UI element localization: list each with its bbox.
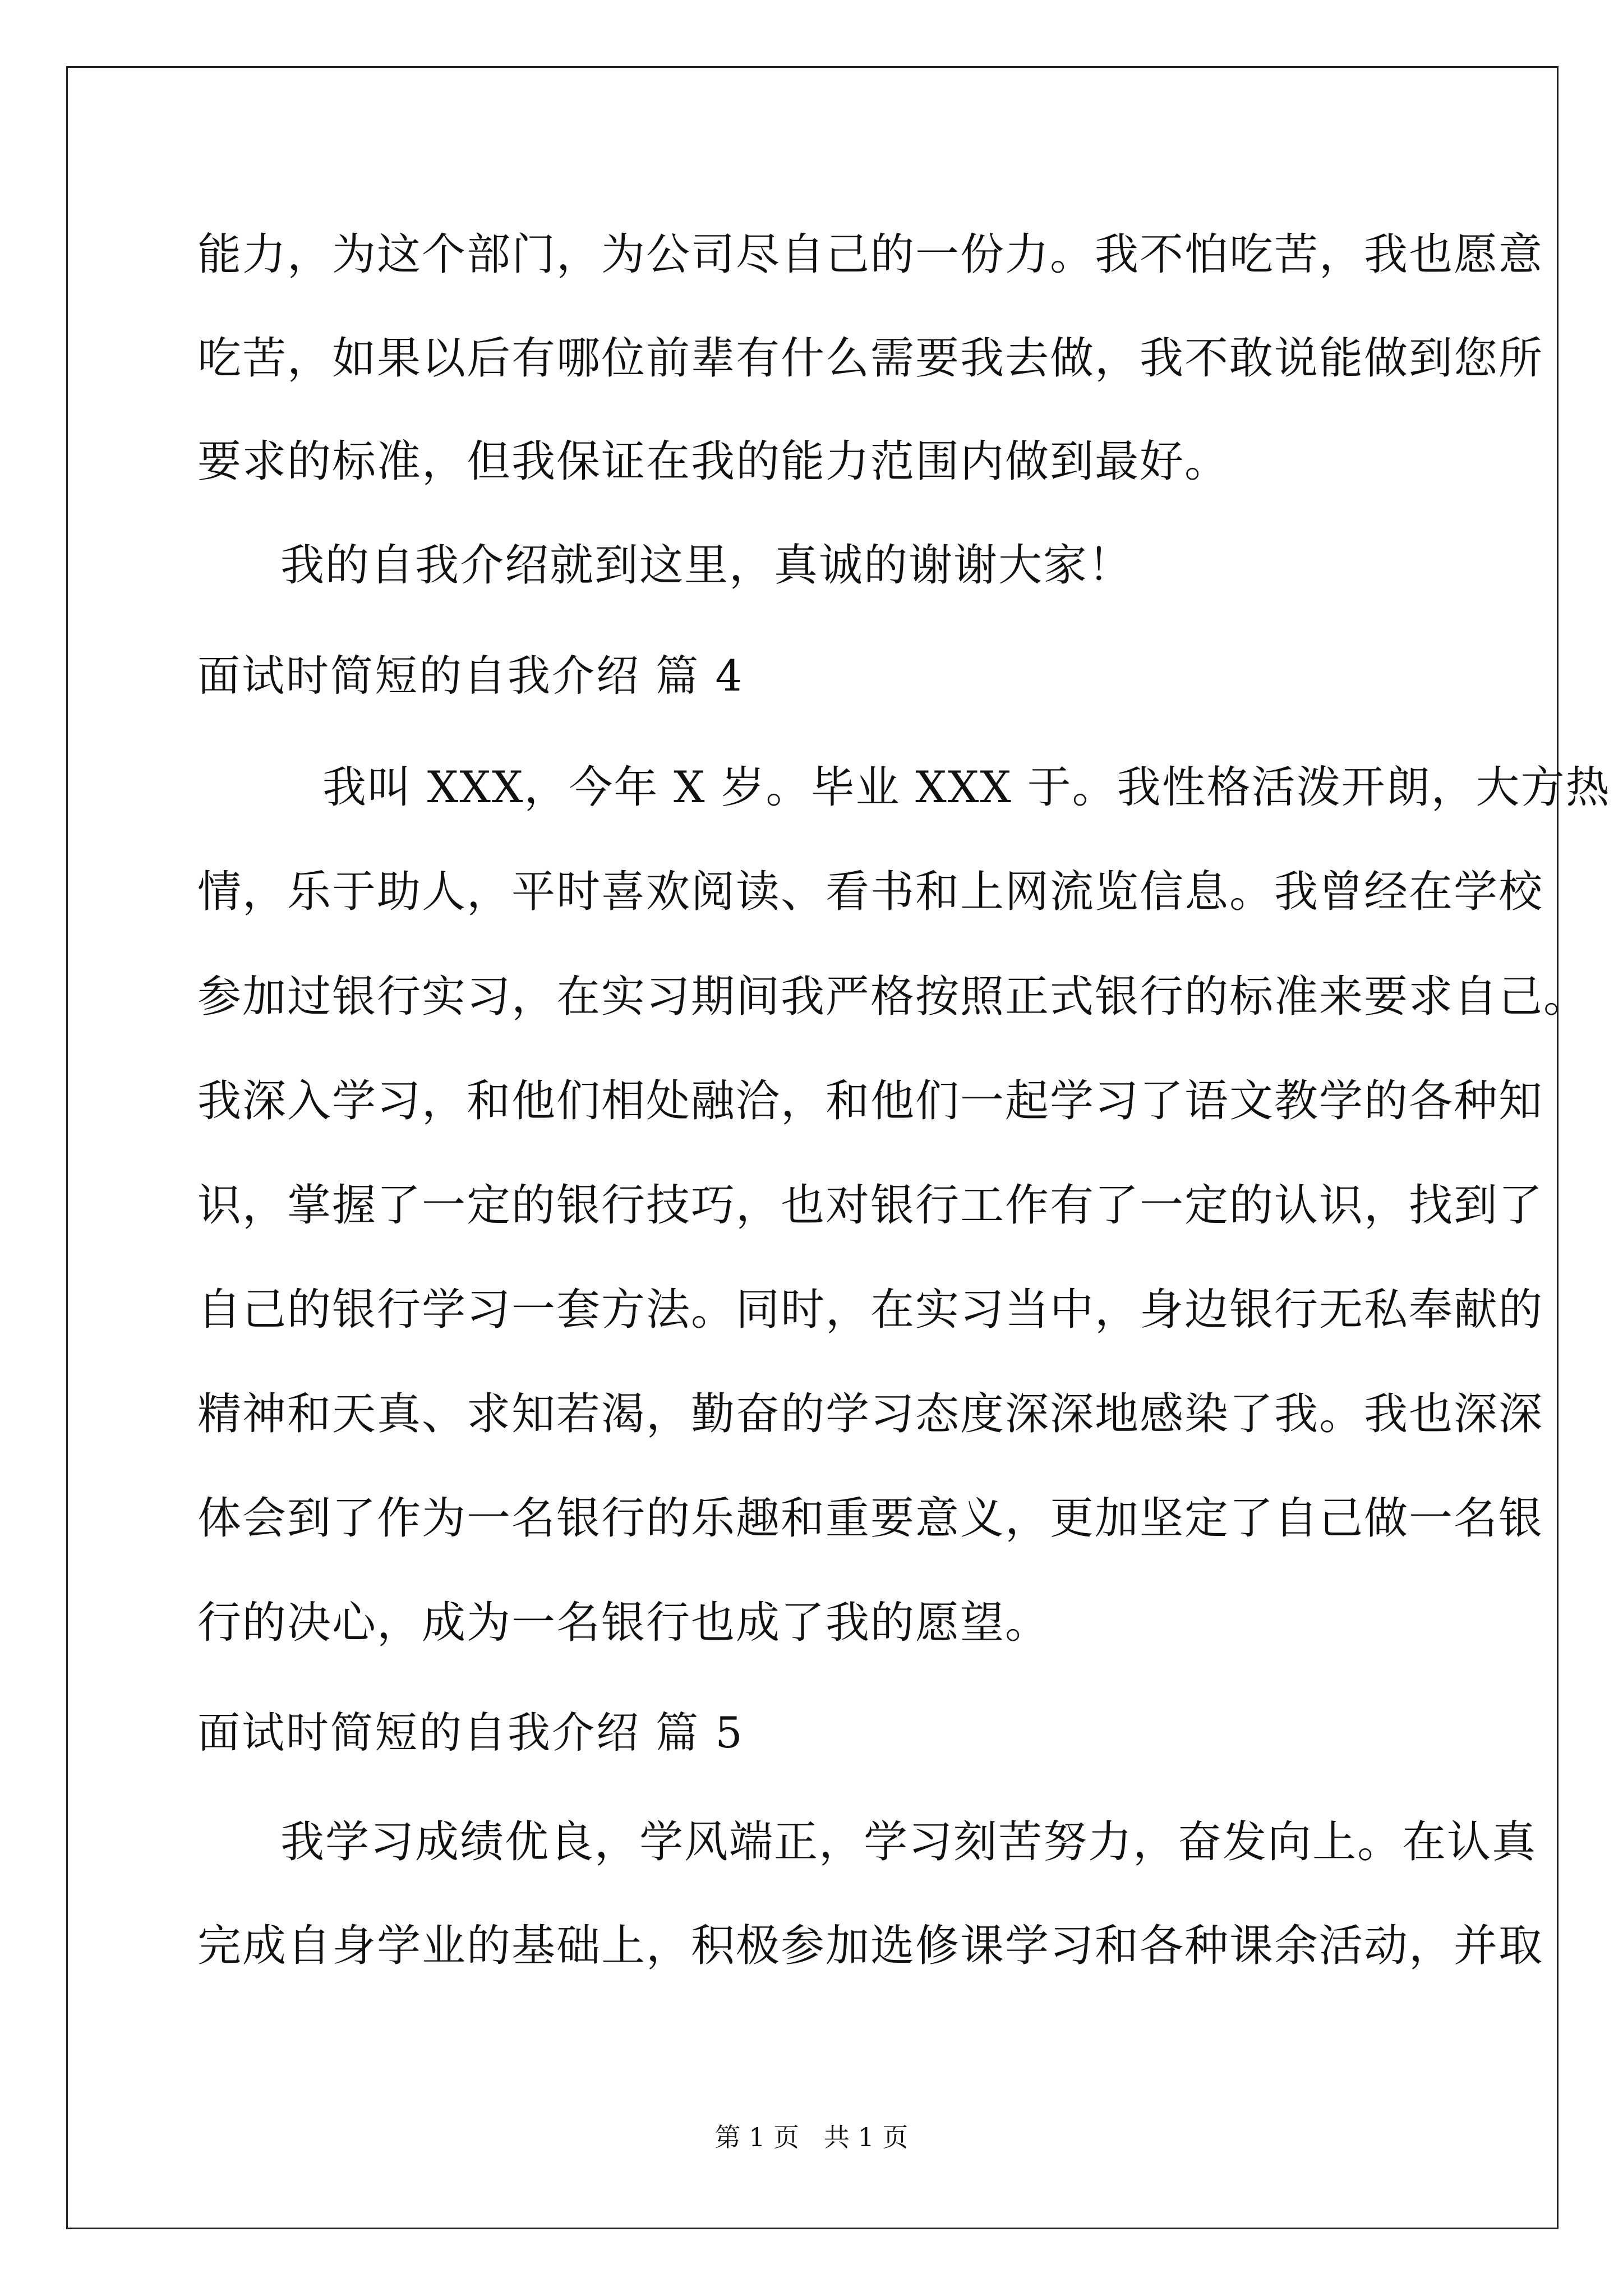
body-line: 行的决心，成为一名银行也成了我的愿望。	[197, 1598, 1050, 1648]
body-line: 情，乐于助人，平时喜欢阅读、看书和上网流览信息。我曾经在学校	[197, 867, 1544, 917]
section-heading-5: 面试时简短的自我介绍 篇 5	[197, 1708, 744, 1757]
section-heading-4: 面试时简短的自我介绍 篇 4	[197, 651, 744, 701]
closing-line: 我的自我介绍就到这里，真诚的谢谢大家！	[280, 540, 1133, 591]
body-line: 我叫 XXX，今年 X 岁。毕业 XXX 于。我性格活泼开朗，大方热	[322, 762, 1611, 813]
body-line: 完成自身学业的基础上，积极参加选修课学习和各种课余活动，并取	[197, 1921, 1544, 1971]
page-footer: 第 1 页 共 1 页	[714, 2122, 909, 2152]
body-line: 自己的银行学习一套方法。同时，在实习当中，身边银行无私奉献的	[197, 1285, 1544, 1335]
body-line: 我深入学习，和他们相处融洽，和他们一起学习了语文教学的各种知	[197, 1076, 1544, 1126]
body-line: 体会到了作为一名银行的乐趣和重要意义，更加坚定了自己做一名银	[197, 1493, 1544, 1544]
body-line: 吃苦，如果以后有哪位前辈有什么需要我去做，我不敢说能做到您所	[197, 333, 1544, 384]
body-line: 参加过银行实习，在实习期间我严格按照正式银行的标准来要求自己。	[197, 972, 1589, 1022]
body-line: 识，掌握了一定的银行技巧，也对银行工作有了一定的认识，找到了	[197, 1180, 1544, 1231]
body-line: 要求的标准，但我保证在我的能力范围内做到最好。	[197, 436, 1230, 487]
body-line: 能力，为这个部门，为公司尽自己的一份力。我不怕吃苦，我也愿意	[197, 229, 1544, 280]
body-line: 精神和天真、求知若渴，勤奋的学习态度深深地感染了我。我也深深	[197, 1389, 1544, 1439]
body-line: 我学习成绩优良，学风端正，学习刻苦努力，奋发向上。在认真	[280, 1817, 1537, 1867]
page-border	[66, 66, 1559, 2229]
